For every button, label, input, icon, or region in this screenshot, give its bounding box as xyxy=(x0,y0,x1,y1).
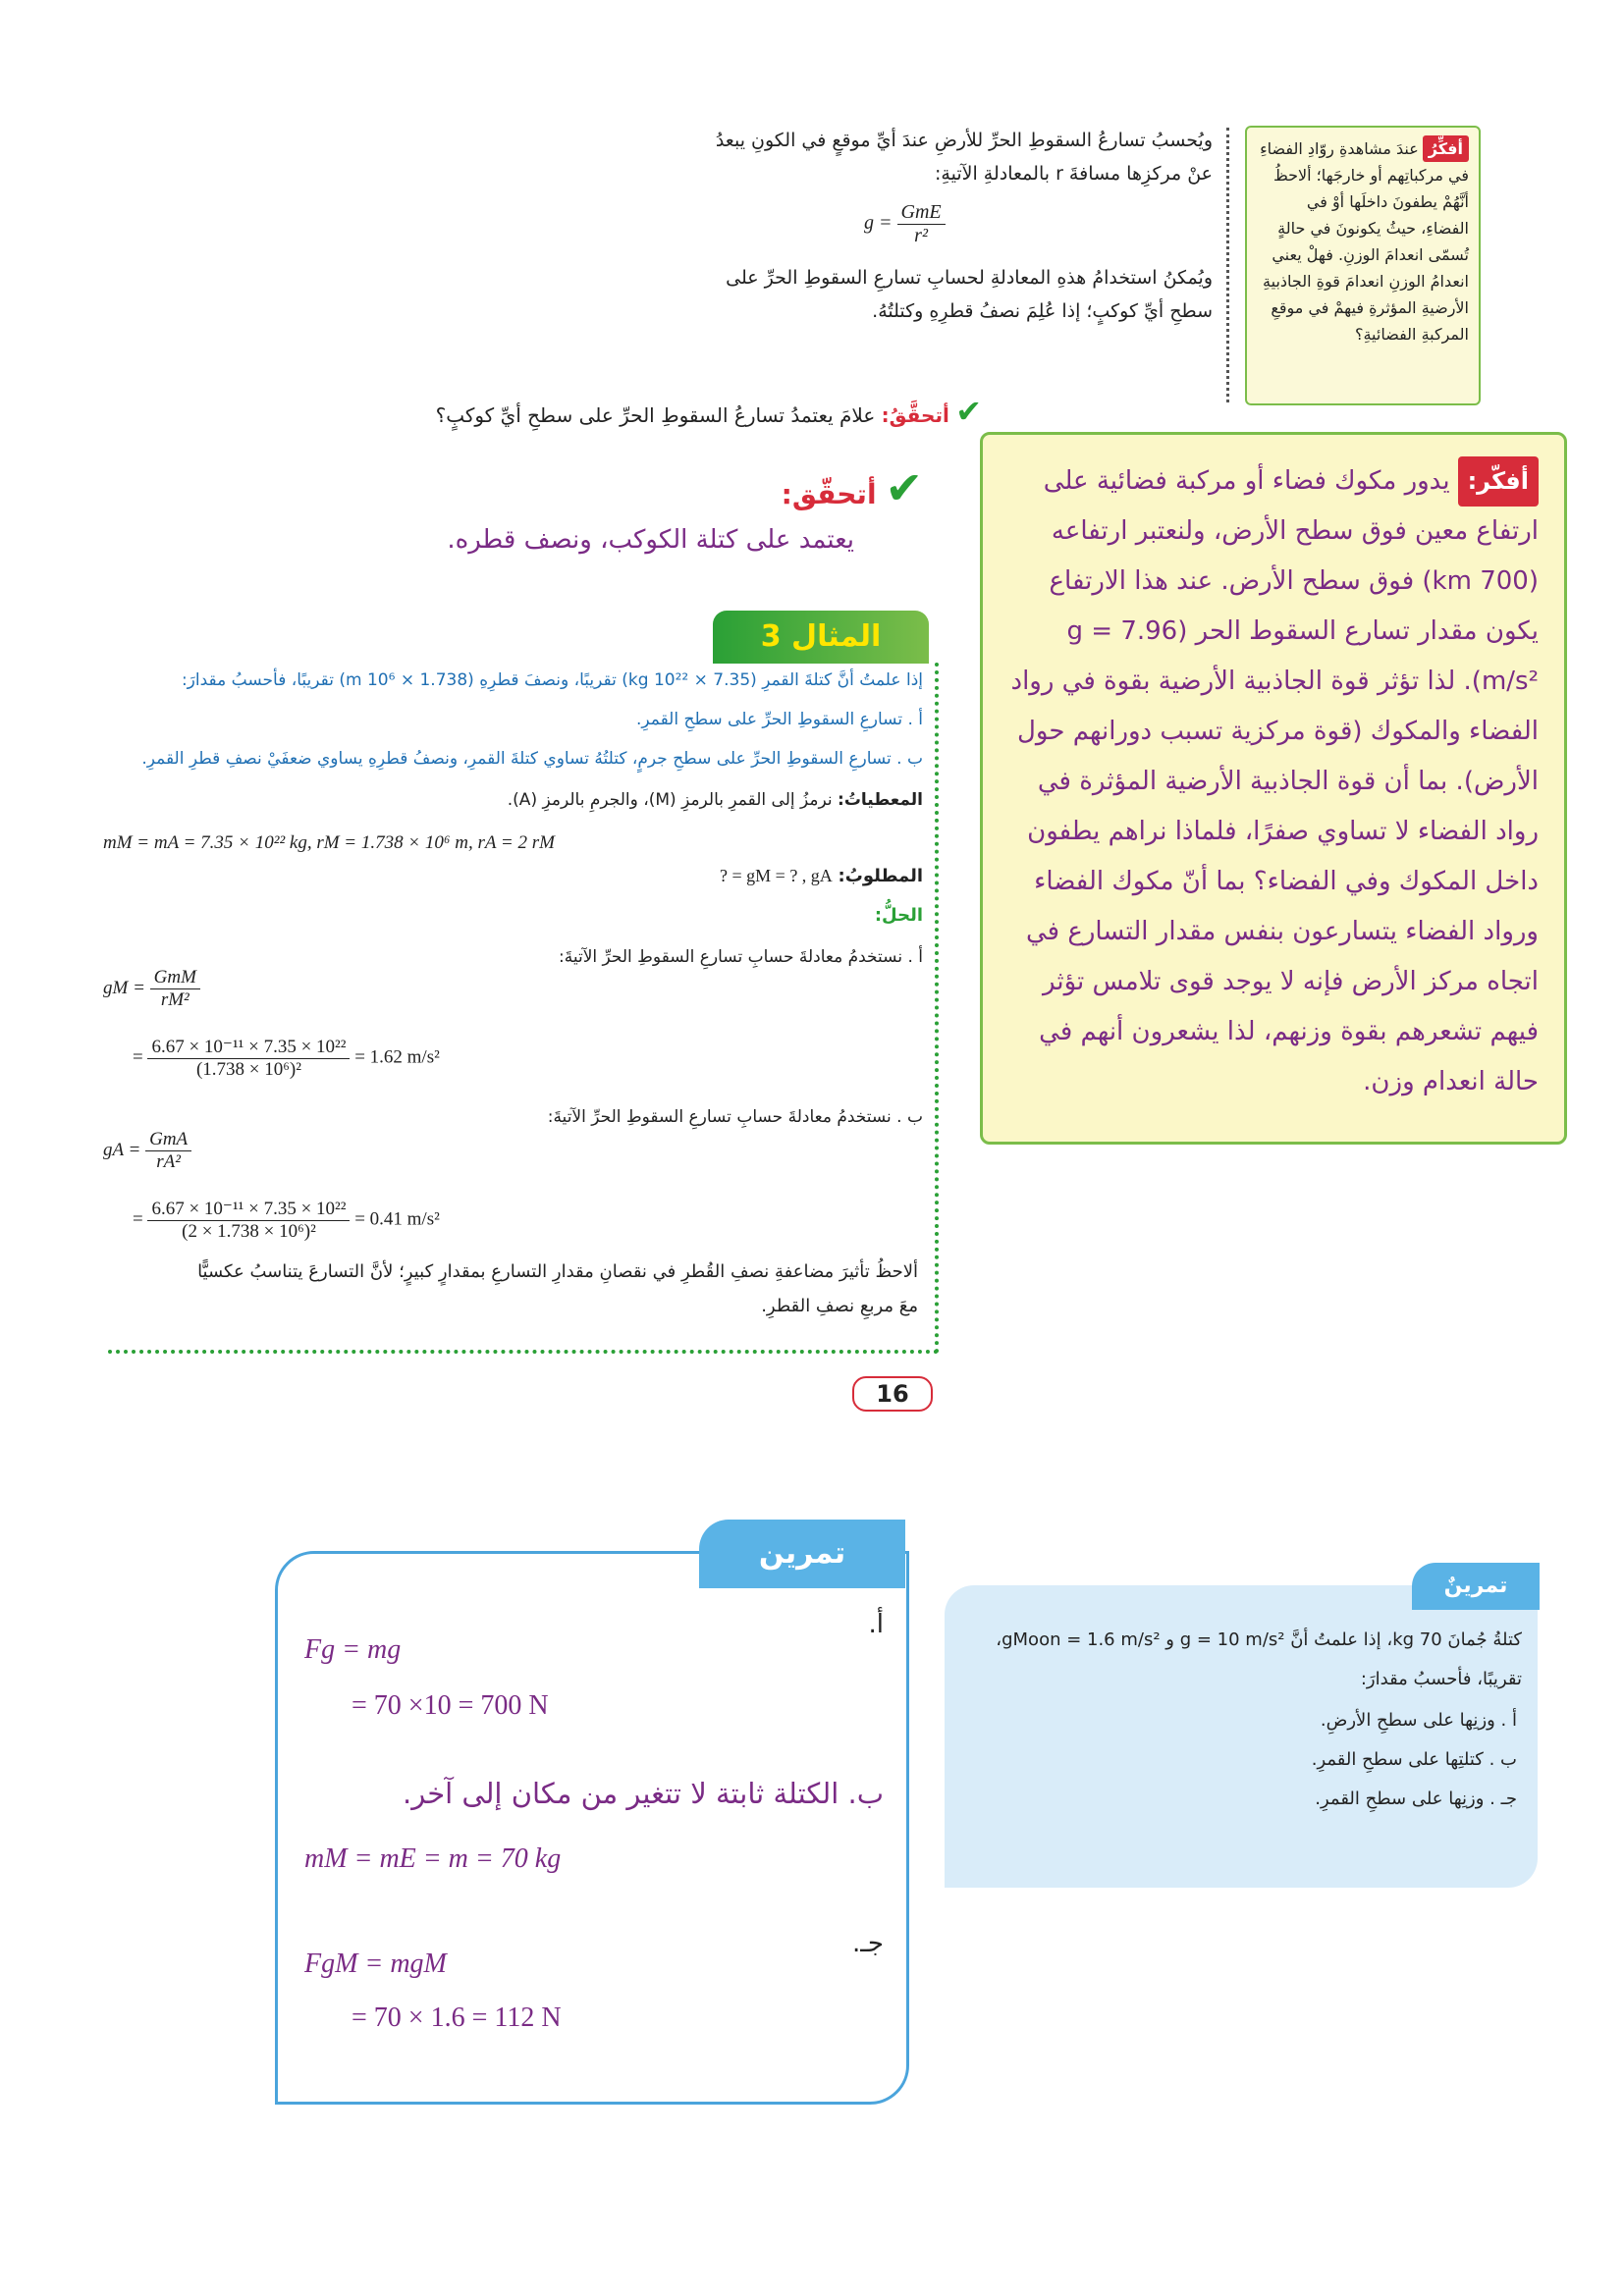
sidebar-divider xyxy=(1226,128,1229,402)
checkmark-icon: ✔ xyxy=(955,393,982,430)
eq-b-equals: = xyxy=(133,1208,143,1230)
formula-numerator: GmE xyxy=(897,201,946,225)
eq-b-fraction xyxy=(145,1129,191,1173)
formula-fraction xyxy=(897,201,946,247)
example-title: المثال 3 xyxy=(713,611,929,664)
answer-check-label: أتحقّق: xyxy=(781,478,877,510)
formula-denominator: r² xyxy=(914,225,928,246)
exercise-line-1: كتلةُ جُمانَ 70 kg، إذا علمتُ أنَّ g = 10 m/s² و gMoon = 1.6 m/s²، xyxy=(996,1629,1522,1650)
think-answer-tag: أفكّر: xyxy=(1458,456,1539,507)
example-question-a: أ . تسارعِ السقوطِ الحرِّ على سطحِ القمرِ. xyxy=(635,710,923,729)
eq-a-values-numerator: 6.67 × 10⁻¹¹ × 7.35 × 10²² xyxy=(147,1036,350,1059)
para-line-1: ويُمكنُ استخدامُ هذهِ المعادلةِ لحسابِ تسارعِ السقوطِ الحرِّ على xyxy=(726,267,1213,289)
exercise-answer-tab: تمرين xyxy=(699,1520,905,1588)
check-label: أتحقَّقُ: xyxy=(881,403,949,427)
exercise-answer-c-line-1: FgM = mgM xyxy=(304,1949,447,1979)
check-text: علامَ يعتمدُ تسارعُ السقوطِ الحرِّ على سطحِ أيِّ كوكبٍ؟ xyxy=(435,403,876,427)
givens-text: نرمزُ إلى القمرِ بالرمزِ (M)، والجرمِ بالرمزِ (A). xyxy=(507,790,833,810)
equation-a-values xyxy=(133,1036,440,1081)
think-sidebar xyxy=(1245,126,1481,405)
exercise-answer-c-line-2: = 70 × 1.6 = 112 N xyxy=(352,2002,562,2033)
think-tag: أفكِّرُ xyxy=(1423,135,1469,162)
exercise-answer-c-label: جـ. xyxy=(852,1929,884,1958)
exercise-answer-a-line-2: = 70 ×10 = 700 N xyxy=(352,1690,549,1721)
required-label: المطلوبُ: xyxy=(838,866,923,886)
eq-b-lhs: gA = xyxy=(103,1139,141,1160)
answer-check-text: يعتمد على كتلة الكوكب، ونصف قطره. xyxy=(447,525,854,555)
think-answer-box xyxy=(980,432,1567,1145)
equation-b xyxy=(103,1129,191,1173)
eq-a-values-fraction xyxy=(147,1036,350,1081)
eq-a-values-denominator: (1.738 × 10⁶)² xyxy=(195,1059,301,1080)
exercise-tab: تمرينٌ xyxy=(1412,1563,1540,1610)
think-answer-text: يدور مكوك فضاء أو مركبة فضائية على ارتفاع معين فوق سطح الأرض، ولنعتبر ارتفاعه (700 km) فوق سطح الأرض. عند هذا الارتفاع يكون مقدار تسارع السقوط الحر (g = 7.96 m/s²). لذا تؤثر قوة الجاذبية الأرضية بقوة في رواد الفضاء والمكوك (قوة مركزية تسبب دورانهم حول الأرض). بما أن قوة الجاذبية الأرضية المؤثرة في رواد الفضاء لا تساوي صفرًا، فلماذا نراهم يطفون داخل المكوك وفي الفضاء؟ بما أنّ مكوك الفضاء ورواد الفضاء يتسارعون بنفس مقدار التسارع في اتجاه مركز الأرض فإنه لا يوجد قوى تلامس تؤثر فيهم تشعرهم بقوة وزنهم، لذا يشعرون أنهم في حالة انعدام وزن. xyxy=(1010,466,1539,1096)
required xyxy=(530,866,923,886)
eq-b-denominator: rA² xyxy=(156,1151,181,1172)
eq-b-values-denominator: (2 × 1.738 × 10⁶)² xyxy=(182,1221,316,1242)
example-note-1: ألاحظُ تأثيرَ مضاعفةِ نصفِ القُطرِ في نقصانِ مقدارِ التسارعِ بمقدارٍ كبيرٍ؛ لأنَّ التسارعَ يتناسبُ عكسيًّا xyxy=(197,1261,918,1282)
example-question-b: ب . تسارعِ السقوطِ الحرِّ على سطحِ جرمٍ، كتلتُهُ تساوي كتلةَ القمرِ، ونصفُ قطرِهِ يساوي ضعفَيْ نصفِ قطرِ القمرِ. xyxy=(141,749,923,769)
eq-a-equals: = xyxy=(133,1046,143,1068)
eq-b-numerator: GmA xyxy=(145,1129,191,1151)
givens-label: المعطياتُ: xyxy=(838,790,923,810)
eq-a-denominator: rM² xyxy=(160,989,189,1010)
givens xyxy=(118,790,923,810)
page-number: 16 xyxy=(852,1376,933,1412)
formula-g xyxy=(864,201,946,247)
givens-math: mM = mA = 7.35 × 10²² kg, rM = 1.738 × 10⁶ m, rA = 2 rM xyxy=(103,832,555,853)
eq-b-result: = 0.41 m/s² xyxy=(354,1208,440,1230)
para-line-2: سطحِ أيِّ كوكبٍ؛ إذا عُلِمَ نصفُ قطرِهِ وكتلتُهُ. xyxy=(872,300,1213,322)
eq-a-result: = 1.62 m/s² xyxy=(354,1046,440,1068)
solution-b-text: ب . نستخدمُ معادلةَ حسابِ تسارعِ السقوطِ الحرِّ الآتيةَ: xyxy=(547,1107,923,1127)
formula-lhs: g = xyxy=(864,212,893,235)
exercise-item-b: ب . كتلتِها على سطحِ القمرِ. xyxy=(1311,1749,1517,1770)
eq-a-fraction xyxy=(150,967,200,1011)
solution-a-text: أ . نستخدمُ معادلةَ حسابِ تسارعِ السقوطِ الحرِّ الآتيةَ: xyxy=(559,947,923,967)
checkmark-icon: ✔ xyxy=(885,461,923,514)
eq-a-lhs: gM = xyxy=(103,977,145,998)
eq-b-values-fraction xyxy=(147,1198,350,1243)
check-question xyxy=(412,393,982,430)
eq-b-values-numerator: 6.67 × 10⁻¹¹ × 7.35 × 10²² xyxy=(147,1198,350,1221)
eq-a-numerator: GmM xyxy=(150,967,200,989)
answer-check-header xyxy=(687,461,923,514)
example-question-intro: إذا علمتُ أنَّ كتلةَ القمرِ (7.35 × 10²² kg) تقريبًا، ونصفَ قطرِهِ (1.738 × 10⁶ m) تقريبًا، فأحسبُ مقدارَ: xyxy=(181,670,923,690)
think-sidebar-text: عندَ مشاهدةِ روّادِ الفضاءِ في مركباتِهم أو خارجَها؛ ألاحظُ أنَّهُمْ يطفونَ داخلَها أوْ في الفضاءِ، حيثُ يكونونَ في حالةٍ تُسمّى انعدامَ الوزنِ. فهلْ يعني انعدامُ الوزنِ انعدامَ قوةِ الجاذبيةِ الأرضيةِ المؤثرةِ فيهمْ في موقعِ المركبةِ الفضائيةِ؟ xyxy=(1260,139,1469,344)
equation-b-values xyxy=(133,1198,440,1243)
exercise-answer-b-text: ب. الكتلة ثابتة لا تتغير من مكان إلى آخر. xyxy=(402,1777,884,1810)
exercise-answer-b-line: mM = mE = m = 70 kg xyxy=(304,1843,562,1874)
solution-label: الحلُّ: xyxy=(874,905,923,926)
intro-line-2: عنْ مركزِها مسافةَ r بالمعادلةِ الآتيةِ: xyxy=(935,163,1213,185)
required-math: gM = ? , gA = ? xyxy=(720,866,833,885)
example-note-2: معَ مربعِ نصفِ القطرِ. xyxy=(761,1296,918,1316)
equation-a xyxy=(103,967,200,1011)
exercise-answer-a-line-1: Fg = mg xyxy=(304,1634,402,1665)
intro-line-1: ويُحسبُ تسارعُ السقوطِ الحرِّ للأرضِ عندَ أيِّ موقعٍ في الكونِ يبعدُ xyxy=(715,130,1213,151)
exercise-item-c: جـ . وزنِها على سطحِ القمرِ. xyxy=(1315,1789,1517,1809)
exercise-line-2: تقريبًا، فأحسبُ مقدارَ: xyxy=(1360,1669,1522,1689)
exercise-item-a: أ . وزنِها على سطحِ الأرضِ. xyxy=(1320,1710,1517,1731)
exercise-answer-a-label: أ. xyxy=(868,1610,884,1639)
